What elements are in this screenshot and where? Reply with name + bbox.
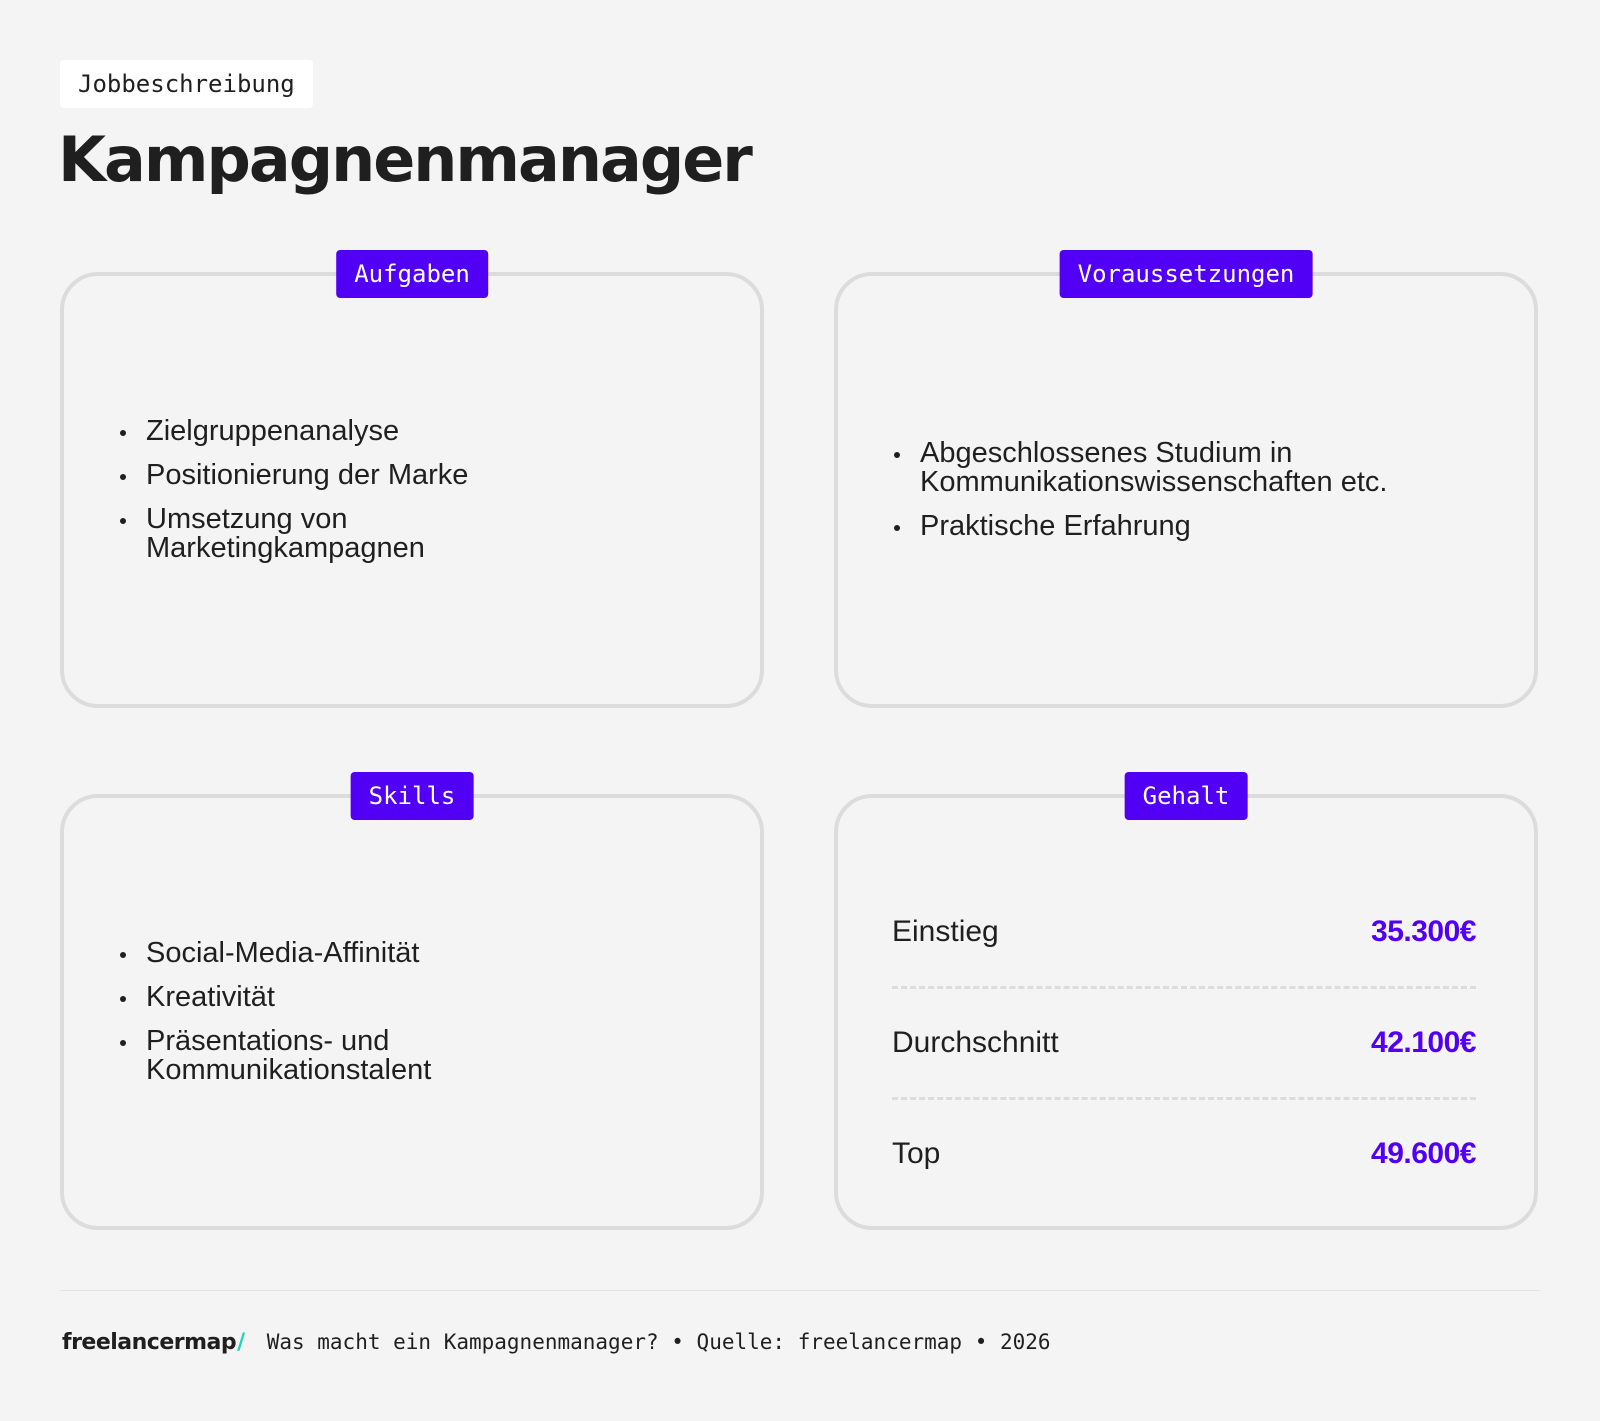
list-item: Praktische Erfahrung [892, 512, 1478, 541]
list-aufgaben [118, 402, 486, 578]
list-item: Zielgruppenanalyse [118, 417, 486, 446]
footer-divider [60, 1290, 1540, 1291]
card-label-voraussetzungen: Voraussetzungen [1060, 250, 1313, 298]
salary-label: Top [892, 1137, 941, 1170]
page-title: Kampagnenmanager [58, 123, 751, 196]
card-body-aufgaben [64, 276, 760, 704]
list-skills [118, 924, 506, 1100]
salary-row-einstieg [892, 878, 1476, 986]
list-item: Positionierung der Marke [118, 461, 486, 490]
brand-name: freelancermap [62, 1330, 237, 1355]
list-item: Umsetzung von Marketingkampagnen [118, 505, 486, 563]
list-item: Präsentations- und Kommunikationstalent [118, 1027, 506, 1085]
card-label-gehalt: Gehalt [1125, 772, 1248, 820]
card-voraussetzungen [834, 260, 1538, 708]
card-body-skills [64, 798, 760, 1226]
salary-row-durchschnitt [892, 986, 1476, 1097]
footer-caption: Was macht ein Kampagnenmanager? • Quelle: freelancermap • 2026 [266, 1330, 1051, 1354]
card-label-aufgaben: Aufgaben [336, 250, 488, 298]
brand-slash: / [237, 1330, 245, 1355]
card-body-voraussetzungen [838, 276, 1534, 704]
salary-row-top [892, 1097, 1476, 1208]
list-item: Social-Media-Affinität [118, 939, 506, 968]
salary-label: Durchschnitt [892, 1026, 1059, 1059]
salary-label: Einstieg [892, 915, 999, 948]
card-gehalt [834, 782, 1538, 1230]
card-label-skills: Skills [351, 772, 474, 820]
list-item: Abgeschlossenes Studium in Kommunikationswissenschaften etc. [892, 439, 1478, 497]
category-tag: Jobbeschreibung [60, 60, 313, 108]
brand-logo [62, 1330, 245, 1355]
list-voraussetzungen [892, 424, 1478, 556]
salary-value: 49.600€ [1371, 1137, 1476, 1170]
card-aufgaben [60, 260, 764, 708]
footer [62, 1330, 1051, 1355]
card-skills [60, 782, 764, 1230]
salary-value: 35.300€ [1371, 915, 1476, 948]
salary-table [892, 878, 1476, 1208]
salary-value: 42.100€ [1371, 1026, 1476, 1059]
list-item: Kreativität [118, 983, 506, 1012]
